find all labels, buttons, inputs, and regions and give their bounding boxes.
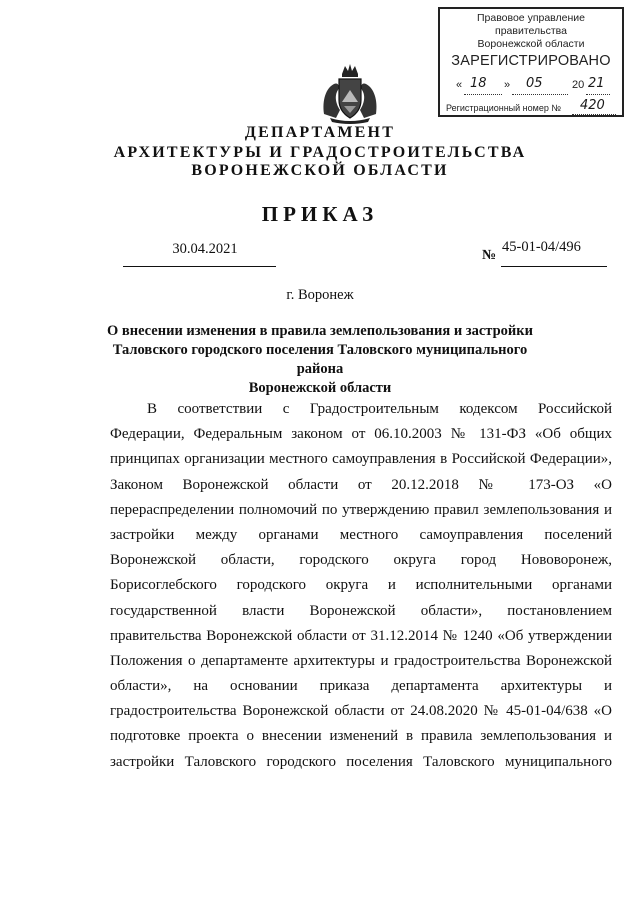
stamp-date: « 18 » 05 20 21: [450, 79, 612, 97]
date-underline: [123, 266, 276, 267]
stamp-org-line2: Воронежской области: [477, 38, 585, 50]
order-number: 45-01-04/496: [502, 239, 581, 255]
stamp-date-month: 05: [526, 76, 543, 91]
body-line: Положения о департаменте архитектуры и градостроительства Воронежской: [110, 652, 612, 669]
body-line: Борисоглебского городского округа и исполнительными органами: [110, 577, 612, 594]
stamp-status: ЗАРЕГИСТРИРОВАНО: [451, 53, 611, 69]
registration-stamp: [438, 7, 624, 117]
body-line: принципах организации местного самоуправления в Российской Федерации»,: [110, 451, 612, 468]
stamp-reg-label: Регистрационный номер №: [446, 103, 562, 113]
stamp-date-day: 18: [470, 76, 487, 91]
body-line: Законом Воронежской области от 20.12.2018 № 173-ОЗ «О: [110, 476, 612, 493]
subject-line2: Таловского городского поселения Таловского муниципального района: [112, 342, 528, 377]
department-name-line2: АРХИТЕКТУРЫ И ГРАДОСТРОИТЕЛЬСТВА: [113, 144, 527, 161]
stamp-date-year-suffix: 21: [588, 76, 605, 91]
stamp-reg-number-row: [446, 98, 614, 117]
body-line: застройки между органами местного самоуправления поселений: [110, 526, 612, 543]
stamp-date-year-prefix: 20: [572, 79, 585, 91]
document-type-title: ПРИКАЗ: [261, 202, 379, 226]
department-name-line1: ДЕПАРТАМЕНТ: [244, 124, 396, 141]
body-line: В соответствии с Градостроительным кодексом Российской: [147, 401, 612, 417]
body-line: Воронежской области, городского округа город Нововоронеж,: [110, 552, 612, 569]
order-date: 30.04.2021: [172, 241, 238, 257]
body-line: градостроительства Воронежской области от 24.08.2020 № 45-01-04/638 «О: [110, 703, 612, 720]
number-sign: №: [482, 248, 497, 263]
body-line: государственной власти Воронежской области», постановлением: [110, 602, 612, 619]
body-line: перераспределении полномочий по утверждению правил землепользования и: [110, 501, 612, 518]
department-name-line3: ВОРОНЕЖСКОЙ ОБЛАСТИ: [191, 162, 449, 179]
order-body: [110, 397, 612, 775]
city-name: г. Воронеж: [286, 287, 354, 303]
body-line: застройки Таловского городского поселения Таловского муниципального: [110, 753, 612, 770]
subject-line1: О внесении изменения в правила землепользования и застройки: [106, 323, 533, 339]
body-line: правительства Воронежской области от 31.12.2014 № 1240 «Об утверждении: [110, 627, 612, 644]
subject-line3: Воронежской области: [248, 380, 392, 396]
stamp-org-line1: Правовое управление правительства: [476, 12, 585, 37]
body-line: подготовке проекта о внесении изменений в правила землепользования и: [110, 728, 612, 745]
stamp-reg-number: 420: [580, 98, 605, 113]
body-line: области», на основании приказа департамента архитектуры и: [110, 678, 612, 695]
number-underline: [501, 266, 607, 267]
body-line: Федерации, Федеральным законом от 06.10.2003 № 131-ФЗ «Об общих: [110, 426, 612, 443]
order-subject: [100, 322, 540, 398]
coat-of-arms-icon: [318, 60, 382, 124]
stamp-organization: [440, 12, 622, 51]
